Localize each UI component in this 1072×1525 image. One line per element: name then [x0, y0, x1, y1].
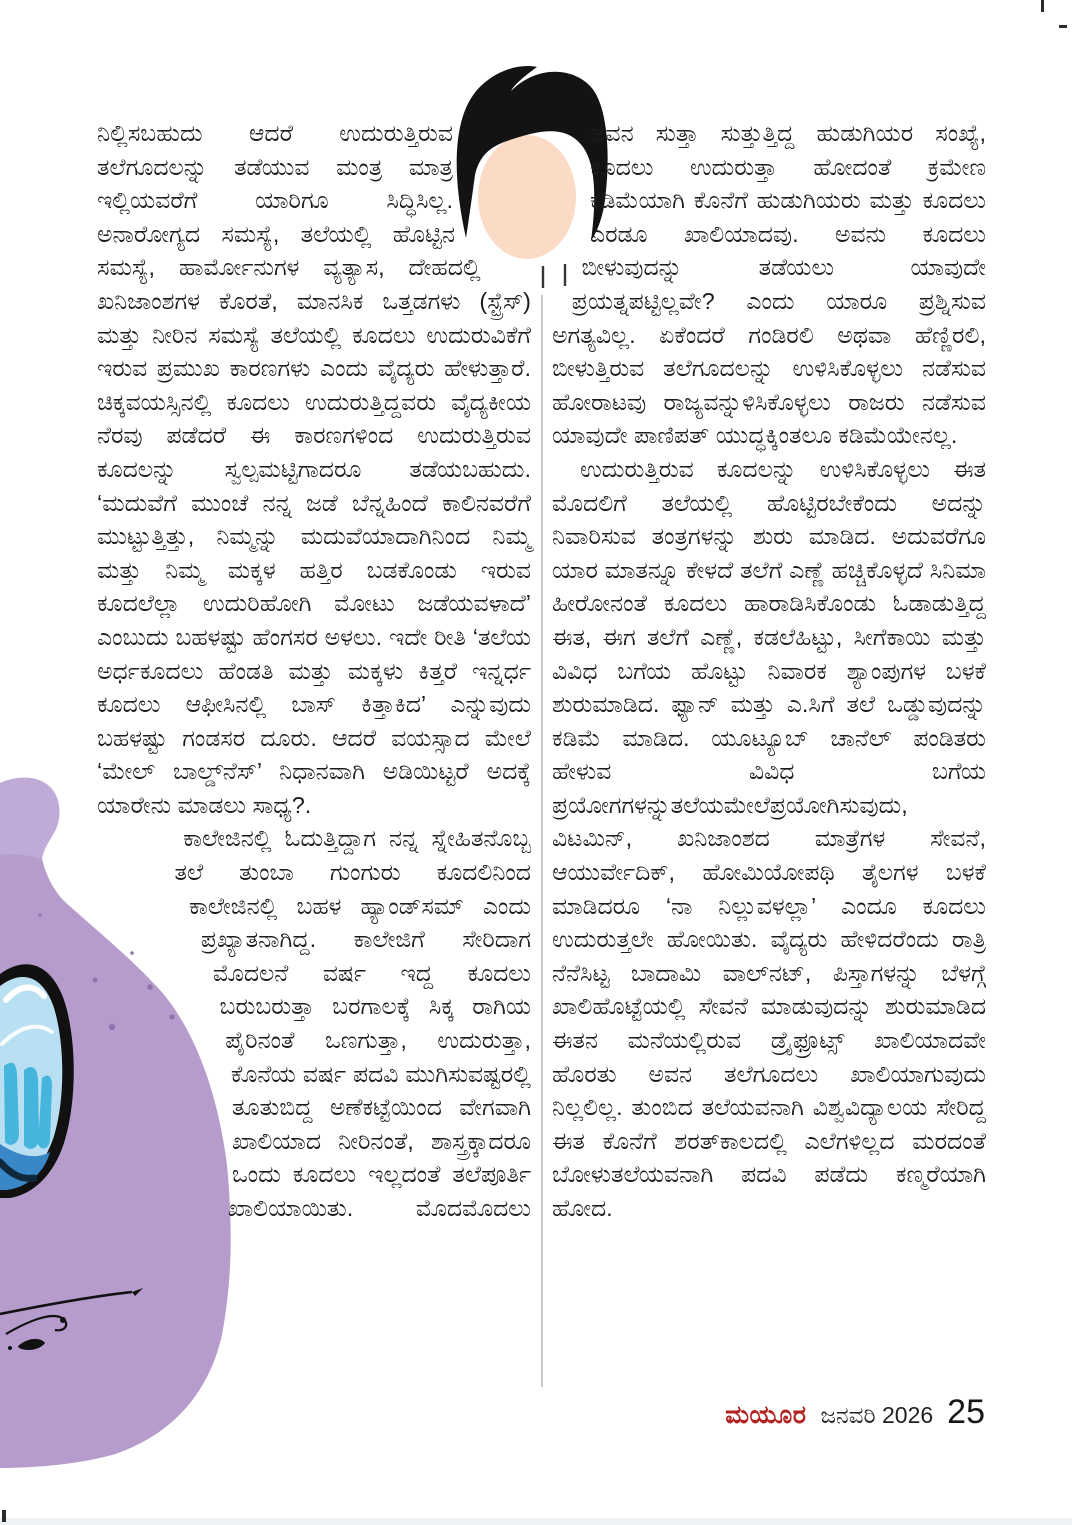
print-artifact: [2, 1510, 6, 1522]
paragraph-text: ಅವನ ಸುತ್ತಾ ಸುತ್ತುತ್ತಿದ್ದ ಹುಡುಗಿಯರ ಸಂಖ್ಯೆ, ಕೂದಲು ಉದುರುತ್ತಾ ಹೋದಂತೆ ಕ್ರಮೇಣ ಕಡಿಮೆಯಾಗಿ ಕೊನೆಗೆ ಹುಡುಗಿಯರು ಮತ್ತು ಕೂದಲು ಎರಡೂ ಖಾಲಿಯಾದವು. ಅವನು ಕೂದಲು ಬೀಳುವುದನ್ನು ತಡೆಯಲು ಯಾವುದೇ ಪ್ರಯತ್ನಪಟ್ಟಿಲ್ಲವೇ? ಎಂದು ಯಾರೂ ಪ್ರಶ್ನಿಸುವ ಅಗತ್ಯವಿಲ್ಲ. ಏಕೆಂದರೆ ಗಂಡಿರಲಿ ಅಥವಾ ಹೆಣ್ಣಿರಲಿ, ಬೀಳುತ್ತಿರುವ ತಲೆಗೂದಲನ್ನು ಉಳಿಸಿಕೊಳ್ಳಲು ನಡೆಸುವ ಹೋರಾಟವು ರಾಜ್ಯವನ್ನುಳಿಸಿಕೊಳ್ಳಲು ರಾಜರು ನಡೆಸುವ ಯಾವುದೇ ಪಾಣಿಪತ್ ಯುದ್ಧಕ್ಕಿಂತಲೂ ಕಡಿಮೆಯೇನಲ್ಲ.: [552, 120, 986, 449]
page-footer: [725, 1393, 985, 1432]
print-artifact: [1059, 25, 1067, 28]
article-paragraph: [97, 117, 531, 822]
blue-head-illustration-fragment: [0, 948, 92, 1198]
column-divider: [541, 295, 543, 1387]
paragraph-text: ನಿಲ್ಲಿಸಬಹುದು ಆದರೆ ಉದುರುತ್ತಿರುವ ತಲೆಗೂದಲನ್ನು ತಡೆಯುವ ಮಂತ್ರ ಮಾತ್ರ ಇಲ್ಲಿಯವರೆಗೆ ಯಾರಿಗೂ ಸಿದ್ಧಿಸಿಲ್ಲ. ಅನಾರೋಗ್ಯದ ಸಮಸ್ಯೆ, ತಲೆಯಲ್ಲಿ ಹೊಟ್ಟಿನ ಸಮಸ್ಯೆ, ಹಾರ್ಮೋನುಗಳ ವ್ಯತ್ಯಾಸ, ದೇಹದಲ್ಲಿ ಖನಿಜಾಂಶಗಳ ಕೊರತೆ, ಮಾನಸಿಕ ಒತ್ತಡಗಳು (ಸ್ಟ್ರೆಸ್) ಮತ್ತು ನೀರಿನ ಸಮಸ್ಯೆ ತಲೆಯಲ್ಲಿ ಕೂದಲು ಉದುರುವಿಕೆಗೆ ಇರುವ ಪ್ರಮುಖ ಕಾರಣಗಳು ಎಂದು ವೈದ್ಯರು ಹೇಳುತ್ತಾರೆ. ಚಿಕ್ಕವಯಸ್ಸಿನಲ್ಲಿ ಕೂದಲು ಉದುರುತ್ತಿದ್ದವರು ವೈದ್ಯಕೀಯ ನೆರವು ಪಡೆದರೆ ಈ ಕಾರಣಗಳಿಂದ ಉದುರುತ್ತಿರುವ ಕೂದಲನ್ನು ಸ್ವಲ್ಪಮಟ್ಟಿಗಾದರೂ ತಡೆಯಬಹುದು. ‘ಮದುವೆಗೆ ಮುಂಚೆ ನನ್ನ ಜಡೆ ಬೆನ್ನಹಿಂದೆ ಕಾಲಿನವರೆಗೆ ಮುಟ್ಟುತ್ತಿತ್ತು, ನಿಮ್ಮನ್ನು ಮದುವೆಯಾದಾಗಿನಿಂದ ನಿಮ್ಮ ಮತ್ತು ನಿಮ್ಮ ಮಕ್ಕಳ ಹತ್ತಿರ ಬಡಕೊಂಡು ಇರುವ ಕೂದಲೆಲ್ಲಾ ಉದುರಿಹೋಗಿ ಮೋಟು ಜಡೆಯವಳಾದೆ’ ಎಂಬುದು ಬಹಳಷ್ಟು ಹೆಂಗಸರ ಅಳಲು. ಇದೇ ರೀತಿ ‘ತಲೆಯ ಅರ್ಧಕೂದಲು ಹೆಂಡತಿ ಮತ್ತು ಮಕ್ಕಳು ಕಿತ್ತರೆ ಇನ್ನರ್ಧ ಕೂದಲು ಆಫೀಸಿನಲ್ಲಿ ಬಾಸ್ ಕಿತ್ತಾಕಿದ’ ಎನ್ನುವುದು ಬಹಳಷ್ಟು ಗಂಡಸರ ದೂರು. ಆದರೆ ವಯಸ್ಸಾದ ಮೇಲೆ ‘ಮೇಲ್ ಬಾಲ್ಡ್‌ನೆಸ್’ ನಿಧಾನವಾಗಿ ಅಡಿಯಿಟ್ಟರೆ ಅದಕ್ಕೆ ಯಾರೇನು ಮಾಡಲು ಸಾಧ್ಯ?.: [97, 120, 531, 818]
article-right-column: [552, 117, 986, 1226]
print-artifact: [1041, 0, 1044, 12]
paragraph-text: ಕಾಲೇಜಿನಲ್ಲಿ ಓದುತ್ತಿದ್ದಾಗ ನನ್ನ ಸ್ನೇಹಿತನೊಬ್ಬ ತಲೆ ತುಂಬಾ ಗುಂಗುರು ಕೂದಲಿನಿಂದ ಕಾಲೇಜಿನಲ್ಲಿ ಬಹಳ ಹ್ಯಾಂಡ್‌ಸಮ್ ಎಂದು ಪ್ರಖ್ಯಾತನಾಗಿದ್ದ. ಕಾಲೇಜಿಗೆ ಸೇರಿದಾಗ ಮೊದಲನೆ ವರ್ಷ ಇದ್ದ ಕೂದಲು ಬರುಬರುತ್ತಾ ಬರಗಾಲಕ್ಕೆ ಸಿಕ್ಕ ರಾಗಿಯ ಪೈರಿನಂತೆ ಒಣಗುತ್ತಾ, ಉದುರುತ್ತಾ, ಕೊನೆಯ ವರ್ಷ ಪದವಿ ಮುಗಿಸುವಷ್ಟರಲ್ಲಿ ತೂತುಬಿದ್ದ ಅಣೆಕಟ್ಟೆಯಿಂದ ವೇಗವಾಗಿ ಖಾಲಿಯಾದ ನೀರಿನಂತೆ, ಶಾಸ್ತ್ರಕ್ಕಾದರೂ ಒಂದು ಕೂದಲು ಇಲ್ಲದಂತೆ ತಲೆಪೂರ್ತಿ ಖಾಲಿಯಾಯಿತು. ಮೊದಮೊದಲು: [174, 825, 531, 1221]
article-paragraph: [552, 117, 986, 453]
article-paragraph: [552, 453, 986, 1226]
article-left-column: [97, 117, 531, 1292]
face-wrap-spacer: [451, 117, 531, 259]
paragraph-text: ಉದುರುತ್ತಿರುವ ಕೂದಲನ್ನು ಉಳಿಸಿಕೊಳ್ಳಲು ಈತ ಮೊದಲಿಗೆ ತಲೆಯಲ್ಲಿ ಹೊಟ್ಟಿರಬೇಕೆಂದು ಅದನ್ನು ನಿವಾರಿಸುವ ತಂತ್ರಗಳನ್ನು ಶುರು ಮಾಡಿದ. ಅದುವರೆಗೂ ಯಾರ ಮಾತನ್ನೂ ಕೇಳದೆ ತಲೆಗೆ ಎಣ್ಣೆ ಹಚ್ಚಿಕೊಳ್ಳದೆ ಸಿನಿಮಾ ಹೀರೋನಂತೆ ಕೂದಲು ಹಾರಾಡಿಸಿಕೊಂಡು ಓಡಾಡುತ್ತಿದ್ದ ಈತ, ಈಗ ತಲೆಗೆ ಎಣ್ಣೆ, ಕಡಲೆಹಿಟ್ಟು, ಸೀಗೆಕಾಯಿ ಮತ್ತು ವಿವಿಧ ಬಗೆಯ ಹೊಟ್ಟು ನಿವಾರಕ ಶ್ಯಾಂಪುಗಳ ಬಳಕೆ ಶುರುಮಾಡಿದ. ಫ್ಯಾನ್ ಮತ್ತು ಎ.ಸಿಗೆ ತಲೆ ಒಡ್ಡುವುದನ್ನು ಕಡಿಮೆ ಮಾಡಿದ. ಯೂಟ್ಯೂಬ್ ಚಾನೆಲ್ ಪಂಡಿತರು ಹೇಳುವ ವಿವಿಧ ಬಗೆಯ ಪ್ರಯೋಗಗಳನ್ನುತಲೆಯಮೇಲೆಪ್ರಯೋಗಿಸುವುದು, ವಿಟಮಿನ್, ಖನಿಜಾಂಶದ ಮಾತ್ರೆಗಳ ಸೇವನೆ, ಆಯುರ್ವೇದಿಕ್, ಹೋಮಿಯೋಪಥಿ ತೈಲಗಳ ಬಳಕೆ ಮಾಡಿದರೂ ‘ನಾ ನಿಲ್ಲುವಳಲ್ಲಾ’ ಎಂದೂ ಕೂದಲು ಉದುರುತ್ತಲೇ ಹೋಯಿತು. ವೈದ್ಯರು ಹೇಳಿದರೆಂದು ರಾತ್ರಿ ನೆನೆಸಿಟ್ಟ ಬಾದಾಮಿ ವಾಲ್‌ನಟ್, ಪಿಸ್ತಾಗಳನ್ನು ಬೆಳಗ್ಗೆ ಖಾಲಿಹೊಟ್ಟೆಯಲ್ಲಿ ಸೇವನೆ ಮಾಡುವುದನ್ನು ಶುರುಮಾಡಿದ ಈತನ ಮನೆಯಲ್ಲಿರುವ ಡ್ರೈಫ್ರೂಟ್ಸ್ ಖಾಲಿಯಾದವೇ ಹೊರತು ಅವನ ತಲೆಗೂದಲು ಖಾಲಿಯಾಗುವುದು ನಿಲ್ಲಲಿಲ್ಲ. ತುಂಬಿದ ತಲೆಯವನಾಗಿ ವಿಶ್ವವಿದ್ಯಾಲಯ ಸೇರಿದ್ದ ಈತ ಕೊನೆಗೆ ಶರತ್‌ಕಾಲದಲ್ಲಿ ಎಲೆಗಳಿಲ್ಲದ ಮರದಂತೆ ಬೋಳುತಲೆಯವನಾಗಿ ಪದವಿ ಪಡೆದು ಕಣ್ಮರೆಯಾಗಿ ಹೋದ.: [552, 455, 986, 1221]
article-paragraph: [97, 822, 531, 1225]
page-bottom-tint: [0, 1518, 1072, 1525]
issue-date: ಜನವರಿ 2026: [820, 1402, 934, 1428]
page-number: 25: [947, 1393, 985, 1431]
magazine-logo: ಮಯೂರ: [725, 1401, 807, 1429]
